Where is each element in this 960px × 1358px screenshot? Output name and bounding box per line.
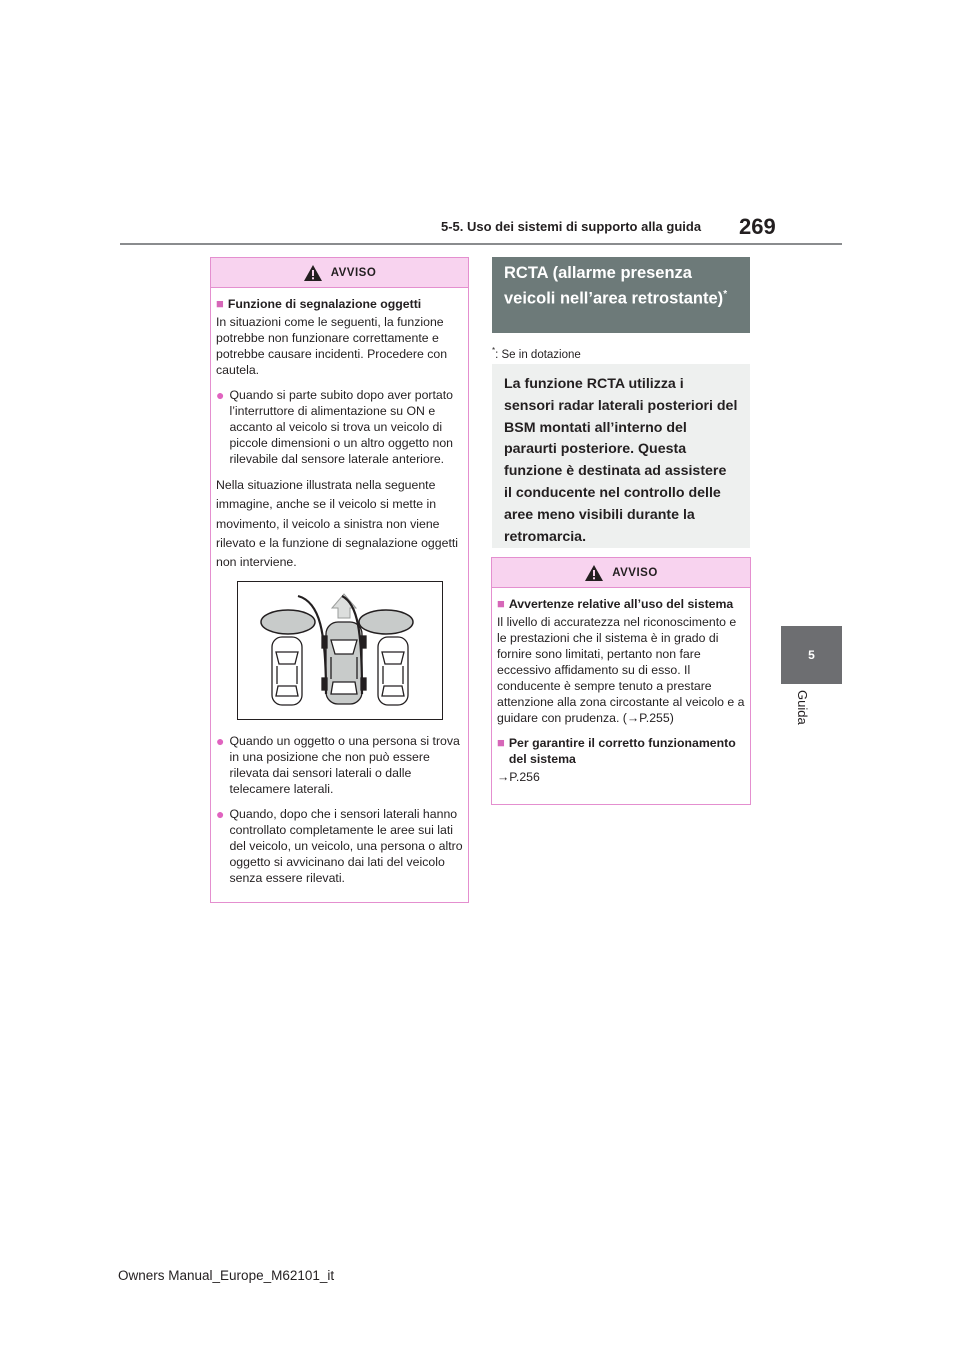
page-reference-link[interactable]: →P.256 — [497, 770, 540, 784]
bullet-item — [216, 387, 463, 467]
left-detection-zone — [261, 610, 315, 634]
warning-triangle-icon — [584, 564, 604, 582]
round-bullet-icon: ● — [216, 806, 225, 823]
warning-triangle-icon — [303, 264, 323, 282]
chapter-name: Guida — [795, 690, 810, 725]
warning-subheading-text: Per garantire il corretto funzionamento del sistema — [508, 736, 736, 766]
warning-intro: In situazioni come le seguenti, la funzione potrebbe non funzionare correttamente e potrebbe causare incidenti. Procedere con cautela. — [216, 315, 448, 377]
section-heading-text: RCTA (allarme presenza veicoli nell’area retrostante) — [504, 264, 724, 308]
right-car — [378, 637, 408, 705]
bullet-item — [216, 806, 463, 886]
footnote — [492, 346, 581, 361]
bullet-text: Quando si parte subito dopo aver portato l’interruttore di alimentazione su ON e accanto al veicolo si trova un veicolo di piccole dimensioni o un altro oggetto non rilevabile dal sensore laterale anteriore. — [229, 388, 454, 466]
page-number: 269 — [739, 214, 776, 239]
heading-footnote-mark: * — [723, 289, 728, 300]
square-bullet-icon: ■ — [216, 296, 224, 311]
bullet-item — [216, 733, 463, 797]
warning-heading: AVVISO — [612, 566, 658, 579]
cars-illustration — [238, 582, 442, 719]
warning-heading: AVVISO — [330, 266, 377, 279]
footnote-text: : Se in dotazione — [495, 348, 581, 361]
header-rule — [120, 243, 842, 245]
parking-illustration — [237, 581, 443, 720]
left-car — [272, 637, 302, 705]
chapter-number: 5 — [808, 648, 815, 662]
square-bullet-icon: ■ — [497, 596, 505, 611]
right-detection-zone — [359, 610, 413, 634]
footnote-mark: * — [492, 346, 496, 355]
section-title: 5-5. Uso dei sistemi di supporto alla guida — [441, 219, 702, 234]
warning-header — [492, 558, 750, 588]
section-heading — [492, 257, 750, 333]
warning-subheading — [497, 735, 745, 767]
warning-subheading — [497, 596, 745, 612]
warning-header — [211, 258, 468, 288]
figure-caption: Nella situazione illustrata nella seguente immagine, anche se il veicolo si mette in movimento, il veicolo a sinistra non viene rilevato e la funzione di segnalazione oggetti non interviene. — [216, 478, 459, 570]
warning-subheading-text: Avvertenze relative all’uso del sistema — [508, 597, 734, 611]
round-bullet-icon: ● — [216, 387, 225, 403]
section-intro: La funzione RCTA utilizza i sensori radar laterali posteriori del BSM montati all’interno del paraurti posteriore. Questa funzione è destinata ad assistere il conducente nel controllo delle aree meno visibili durante la retromarcia. — [492, 364, 750, 548]
bullet-text: Quando, dopo che i sensori laterali hanno controllato completamente le aree sui lati del veicolo, un veicolo, una persona o altro oggetto si avvicinano dai lati del veicolo senza essere rilevati. — [229, 807, 463, 886]
warning-text: Il livello di accuratezza nel riconoscimento e le prestazioni che il sistema è in grado di fornire sono limitati, pertanto non fare eccessivo affidamento su di esso. Il conducente è sempre tenuto a prestare attenzione alla zona circostante al veicolo e a guidare con prudenza. (→P.255) — [497, 615, 745, 725]
footer-doc-id: Owners Manual_Europe_M62101_it — [118, 1268, 335, 1283]
right-warning-box — [491, 557, 751, 805]
left-warning-box — [210, 257, 469, 903]
bullet-text: Quando un oggetto o una persona si trova in una posizione che non può essere rilevata dai sensori laterali o dalle telecamere laterali. — [229, 734, 460, 797]
round-bullet-icon: ● — [216, 733, 225, 750]
warning-subheading — [216, 296, 463, 312]
chapter-tab[interactable] — [781, 626, 842, 684]
square-bullet-icon: ■ — [497, 735, 505, 750]
warning-subheading-text: Funzione di segnalazione oggetti — [227, 297, 422, 311]
